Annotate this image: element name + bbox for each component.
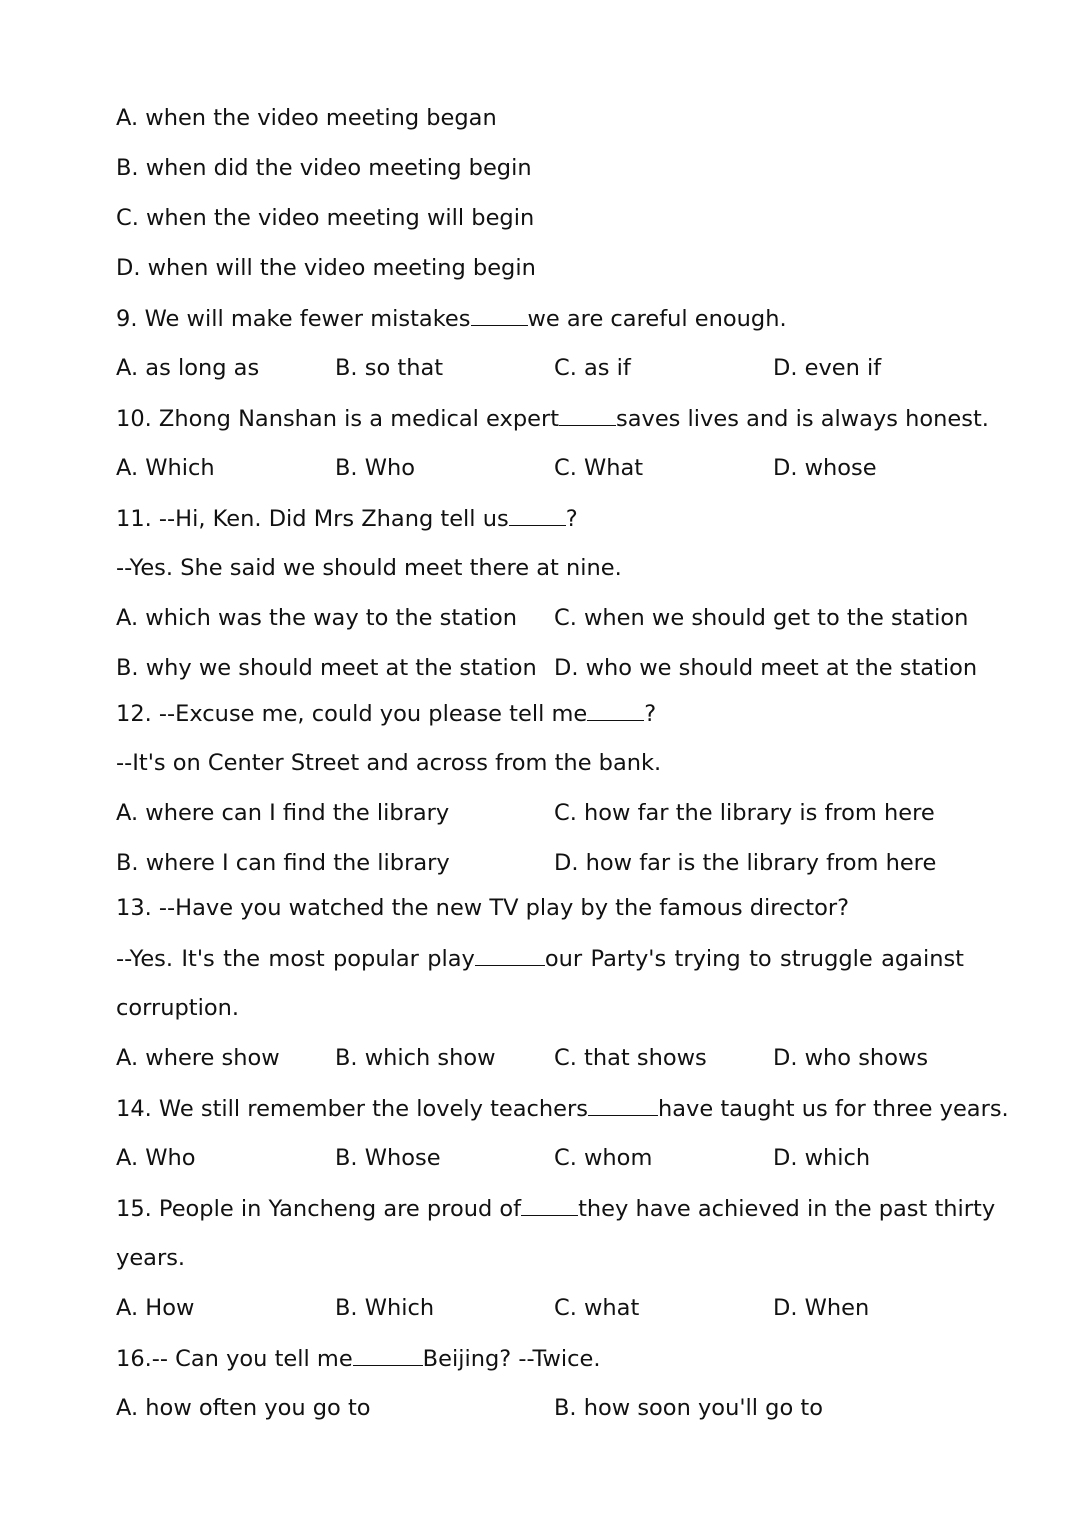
q12-option-a: A. where can I find the library	[116, 800, 450, 826]
q8-option-c: C. when the video meeting will begin	[116, 205, 535, 231]
q9-options	[116, 353, 976, 383]
q9-option-b: B. so that	[335, 355, 444, 381]
q11-blank	[509, 503, 566, 526]
q14-stem-before: 14. We still remember the lovely teachers	[116, 1096, 588, 1122]
q16-option-b: B. how soon you'll go to	[554, 1395, 823, 1421]
q10-option-c: C. What	[554, 455, 644, 481]
q9-option-d: D. even if	[773, 355, 882, 381]
q11-stem	[116, 503, 578, 534]
q10-options	[116, 453, 976, 483]
q8-option-b: B. when did the video meeting begin	[116, 155, 532, 181]
q9-stem-before: 9. We will make fewer mistakes	[116, 306, 471, 332]
q11-option-a: A. which was the way to the station	[116, 605, 518, 631]
q10-stem-after: saves lives and is always honest.	[616, 406, 989, 432]
q15-option-c: C. what	[554, 1295, 640, 1321]
q10-option-b: B. Who	[335, 455, 416, 481]
q13-option-c: C. that shows	[554, 1045, 707, 1071]
q13-stem: 13. --Have you watched the new TV play by the famous director?	[116, 895, 850, 921]
q13-blank	[475, 943, 545, 966]
q15-option-a: A. How	[116, 1295, 195, 1321]
q16-stem-before: 16.-- Can you tell me	[116, 1346, 353, 1372]
q12-stem-after: ?	[644, 701, 657, 727]
q15-stem-before: 15. People in Yancheng are proud of	[116, 1196, 522, 1222]
q15-options	[116, 1293, 976, 1323]
q13-reply-continued: corruption.	[116, 995, 240, 1021]
q9-stem	[116, 303, 787, 334]
q16-stem	[116, 1343, 601, 1374]
q12-options-row-2	[116, 848, 976, 878]
q15-blank	[521, 1193, 578, 1216]
q13-option-b: B. which show	[335, 1045, 496, 1071]
q13-reply-before: --Yes. It's the most popular play	[116, 946, 475, 972]
q13-option-d: D. who shows	[773, 1045, 929, 1071]
q8-option-d: D. when will the video meeting begin	[116, 255, 536, 281]
q11-option-c: C. when we should get to the station	[554, 605, 969, 631]
q9-option-c: C. as if	[554, 355, 631, 381]
q11-option-b: B. why we should meet at the station	[116, 655, 537, 681]
q9-option-a: A. as long as	[116, 355, 260, 381]
q8-option-a: A. when the video meeting began	[116, 105, 497, 131]
q16-blank	[353, 1343, 423, 1366]
q14-option-d: D. which	[773, 1145, 871, 1171]
q11-option-d: D. who we should meet at the station	[554, 655, 978, 681]
q16-option-a: A. how often you go to	[116, 1395, 371, 1421]
q14-blank	[588, 1093, 658, 1116]
q15-stem	[116, 1193, 995, 1224]
q13-options	[116, 1043, 976, 1073]
q16-options	[116, 1393, 976, 1423]
q14-option-a: A. Who	[116, 1145, 196, 1171]
q11-reply: --Yes. She said we should meet there at nine.	[116, 555, 622, 581]
q10-blank	[559, 403, 616, 426]
q10-option-d: D. whose	[773, 455, 877, 481]
q10-stem	[116, 403, 989, 434]
q11-stem-after: ?	[565, 506, 578, 532]
q12-blank	[587, 698, 644, 721]
q11-options-row-2	[116, 653, 976, 683]
q14-options	[116, 1143, 976, 1173]
q15-stem-after: they have achieved in the past thirty	[578, 1196, 996, 1222]
q13-reply	[116, 943, 964, 974]
q11-options-row-1	[116, 603, 976, 633]
q10-stem-before: 10. Zhong Nanshan is a medical expert	[116, 406, 560, 432]
q12-option-c: C. how far the library is from here	[554, 800, 935, 826]
q14-stem-after: have taught us for three years.	[657, 1096, 1009, 1122]
q10-option-a: A. Which	[116, 455, 215, 481]
q12-stem	[116, 698, 656, 729]
q13-option-a: A. where show	[116, 1045, 280, 1071]
q12-stem-before: 12. --Excuse me, could you please tell me	[116, 701, 588, 727]
q15-stem-continued: years.	[116, 1245, 186, 1271]
q15-option-b: B. Which	[335, 1295, 435, 1321]
q9-blank	[471, 303, 528, 326]
q14-stem	[116, 1093, 1009, 1124]
q12-reply: --It's on Center Street and across from the bank.	[116, 750, 662, 776]
q12-options-row-1	[116, 798, 976, 828]
q12-option-b: B. where I can find the library	[116, 850, 450, 876]
q11-stem-before: 11. --Hi, Ken. Did Mrs Zhang tell us	[116, 506, 509, 532]
q9-stem-after: we are careful enough.	[527, 306, 787, 332]
q14-option-b: B. Whose	[335, 1145, 441, 1171]
q13-reply-after: our Party's trying to struggle against	[544, 946, 965, 972]
q15-option-d: D. When	[773, 1295, 870, 1321]
q16-stem-after: Beijing? --Twice.	[422, 1346, 601, 1372]
q14-option-c: C. whom	[554, 1145, 653, 1171]
q12-option-d: D. how far is the library from here	[554, 850, 937, 876]
